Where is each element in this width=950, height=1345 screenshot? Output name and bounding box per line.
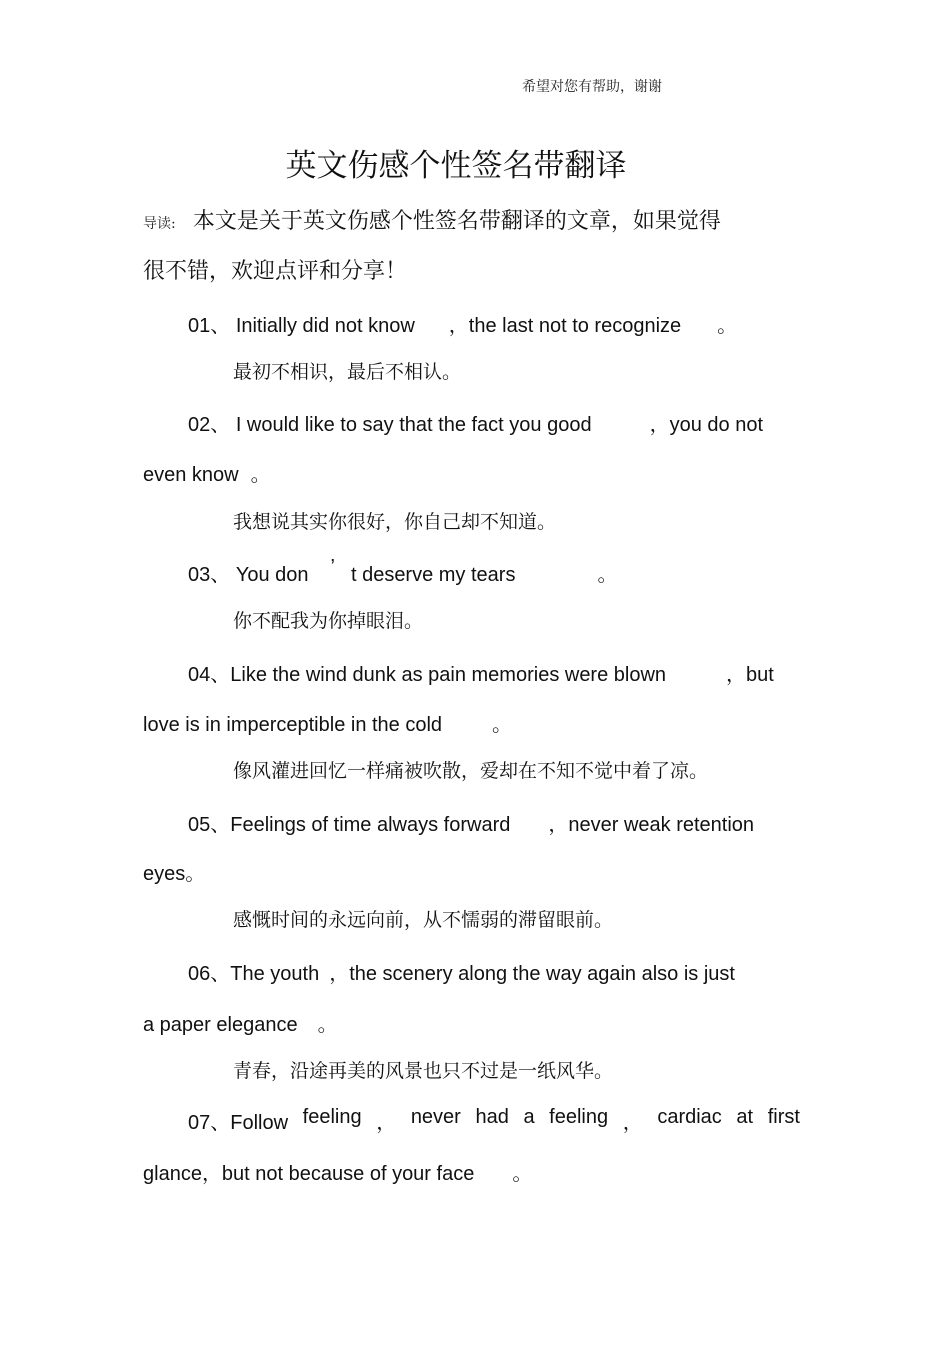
item-number: 07、 — [188, 1112, 231, 1134]
item-number-and-word — [188, 1106, 288, 1135]
item-07-english-line2 — [143, 1157, 532, 1186]
item-number: 03、 — [188, 564, 231, 586]
item-05-chinese: 感慨时间的永远向前，从不懦弱的滞留眼前。 — [233, 909, 614, 931]
english-word: at — [736, 1106, 754, 1128]
english-word: never — [410, 1106, 461, 1128]
english-text: Like the wind dunk as pain memories were blown — [230, 664, 667, 686]
english-word: cardiac — [657, 1106, 722, 1128]
intro-text-2: 很不错，欢迎点评和分享！ — [143, 259, 408, 284]
english-text: ，never weak retention — [548, 814, 755, 836]
apostrophe: ’ — [330, 556, 335, 578]
intro-text-1: 本文是关于英文伤感个性签名带翻译的文章，如果觉得 — [192, 209, 721, 234]
english-text: even know — [143, 464, 239, 486]
end-mark: 。 — [512, 1163, 533, 1185]
english-text: The youth — [230, 963, 320, 985]
item-05-english-line2 — [143, 857, 205, 886]
end-mark: 。 — [597, 564, 618, 586]
english-text: glance — [143, 1163, 202, 1185]
end-mark: 。 — [185, 863, 206, 885]
english-text: Initially did not know — [235, 315, 415, 337]
intro-line-1 — [143, 204, 721, 235]
english-text: I would like to say that the fact you good — [235, 414, 592, 436]
english-text: ，the scenery along the way again also is just — [329, 963, 735, 985]
intro-label: 导读: — [143, 216, 176, 232]
item-06-chinese: 青春，沿途再美的风景也只不过是一纸风华。 — [233, 1060, 614, 1082]
item-02-english — [188, 408, 763, 437]
item-number: 01、 — [188, 315, 231, 337]
english-text: You don — [235, 564, 309, 586]
item-02-chinese: 我想说其实你很好，你自己却不知道。 — [233, 511, 557, 533]
english-text: love is in imperceptible in the cold — [143, 714, 443, 736]
item-03-chinese: 你不配我为你掉眼泪。 — [233, 610, 424, 632]
english-word: first — [767, 1106, 800, 1128]
item-04-chinese: 像风灌进回忆一样痛被吹散，爱却在不知不觉中着了凉。 — [233, 760, 709, 782]
item-06-english — [188, 957, 735, 986]
english-text: eyes — [143, 863, 186, 885]
english-text: t deserve my tears — [350, 564, 516, 586]
end-mark: 。 — [492, 714, 513, 736]
english-text: ，you do not — [649, 414, 764, 436]
item-01-english — [188, 309, 737, 338]
item-number: 05、 — [188, 814, 231, 836]
english-word: ， — [376, 1112, 397, 1134]
item-07-english — [188, 1106, 800, 1135]
item-02-english-line2 — [143, 458, 271, 487]
english-text: a paper elegance — [143, 1014, 298, 1036]
end-mark: 。 — [717, 315, 738, 337]
english-text: Feelings of time always forward — [230, 814, 511, 836]
english-word: had — [475, 1106, 509, 1128]
item-01-chinese: 最初不相识，最后不相认。 — [233, 361, 462, 383]
item-04-english — [188, 658, 774, 687]
english-text: ，but not because of your face — [201, 1163, 475, 1185]
end-mark: 。 — [250, 464, 271, 486]
document-title: 英文伤感个性签名带翻译 — [285, 148, 627, 184]
item-03-english — [188, 558, 617, 587]
item-number: 02、 — [188, 414, 231, 436]
item-number: 04、 — [188, 664, 231, 686]
english-word: a — [523, 1106, 535, 1128]
english-word: feeling — [302, 1106, 362, 1128]
end-mark: 。 — [317, 1014, 338, 1036]
english-text: ，the last not to recognize — [448, 315, 682, 337]
item-06-english-line2 — [143, 1008, 338, 1037]
english-word: Follow — [230, 1112, 289, 1134]
item-number: 06、 — [188, 963, 231, 985]
english-word: ， — [622, 1112, 643, 1134]
item-05-english — [188, 808, 754, 837]
english-text: ，but — [726, 664, 774, 686]
english-word: feeling — [549, 1106, 609, 1128]
header-note: 希望对您有帮助，谢谢 — [522, 79, 662, 95]
item-04-english-line2 — [143, 708, 512, 737]
